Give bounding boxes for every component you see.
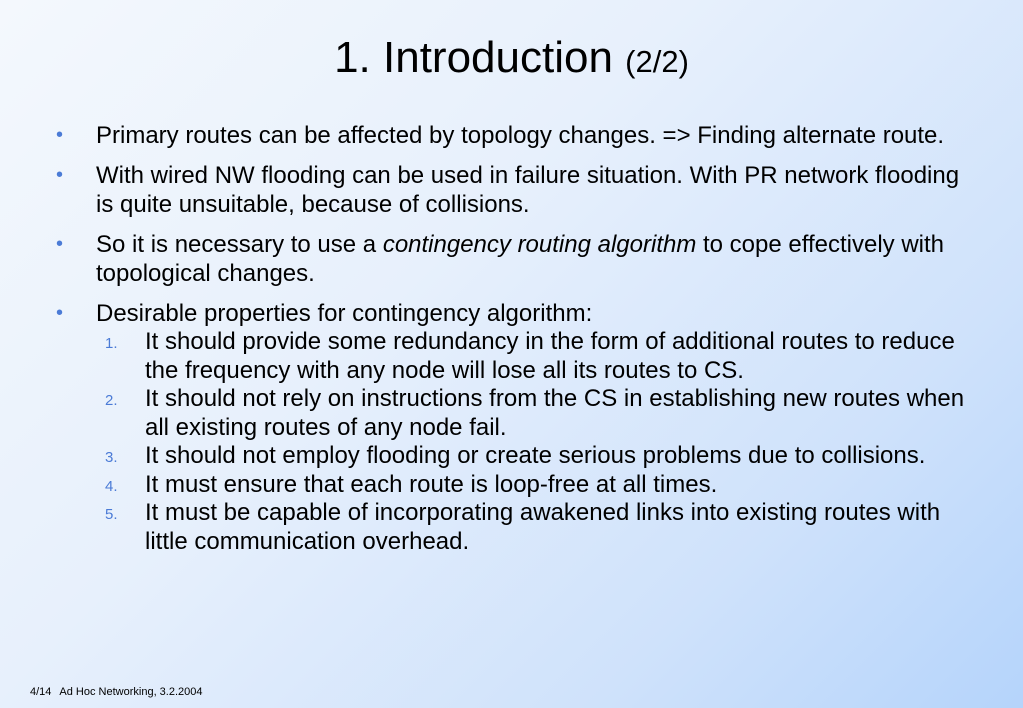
property-number: 5. xyxy=(105,506,118,523)
slide-title xyxy=(0,30,1023,90)
property-text: It should not rely on instructions from the CS in establishing new routes when all existing routes of any node fail. xyxy=(145,385,965,441)
page-number: 4/14 xyxy=(30,686,52,698)
properties-list xyxy=(96,328,972,556)
slide-title-page-indicator: (2/2) xyxy=(625,44,689,79)
bullet-text: Desirable properties for contingency algorithm: xyxy=(96,300,593,327)
property-number: 4. xyxy=(105,477,118,495)
property-number: 1. xyxy=(105,335,118,352)
property-item xyxy=(96,471,972,500)
bullet-marker: • xyxy=(56,233,64,255)
bullet-marker: • xyxy=(56,124,64,146)
slide-title-main: 1. Introduction xyxy=(334,33,613,82)
bullet-item xyxy=(52,299,972,556)
property-text: It must be capable of incorporating awakened links into existing routes with little communication overhead. xyxy=(145,499,941,555)
slide-footer xyxy=(30,686,203,699)
bullet-text-after: to cope effectively with topological changes. xyxy=(96,231,945,287)
property-item xyxy=(96,499,972,556)
bullet-item xyxy=(52,121,972,150)
property-text: It must ensure that each route is loop-free at all times. xyxy=(145,470,718,498)
bullet-marker: • xyxy=(56,164,64,186)
bullet-marker: • xyxy=(56,302,64,324)
bullet-item xyxy=(52,161,972,219)
property-number: 3. xyxy=(105,449,118,466)
property-item xyxy=(96,385,972,442)
property-item xyxy=(96,442,972,471)
property-number: 2. xyxy=(105,392,118,409)
bullet-text-emphasis: contingency routing algorithm xyxy=(382,231,697,258)
property-item xyxy=(96,328,972,385)
bullet-item xyxy=(52,230,972,288)
property-text: It should not employ flooding or create serious problems due to collisions. xyxy=(145,442,926,469)
bullet-text: With wired NW flooding can be used in failure situation. With PR network flooding is quite unsuitable, because of collisions. xyxy=(96,162,960,218)
footer-text: Ad Hoc Networking, 3.2.2004 xyxy=(59,686,203,698)
bullet-text: Primary routes can be affected by topology changes. => Finding alternate route. xyxy=(96,122,945,149)
property-text: It should provide some redundancy in the form of additional routes to reduce the frequency with any node will lose all its routes to CS. xyxy=(145,328,955,384)
bullet-text-before: So it is necessary to use a xyxy=(96,231,383,258)
slide-body xyxy=(52,121,972,567)
